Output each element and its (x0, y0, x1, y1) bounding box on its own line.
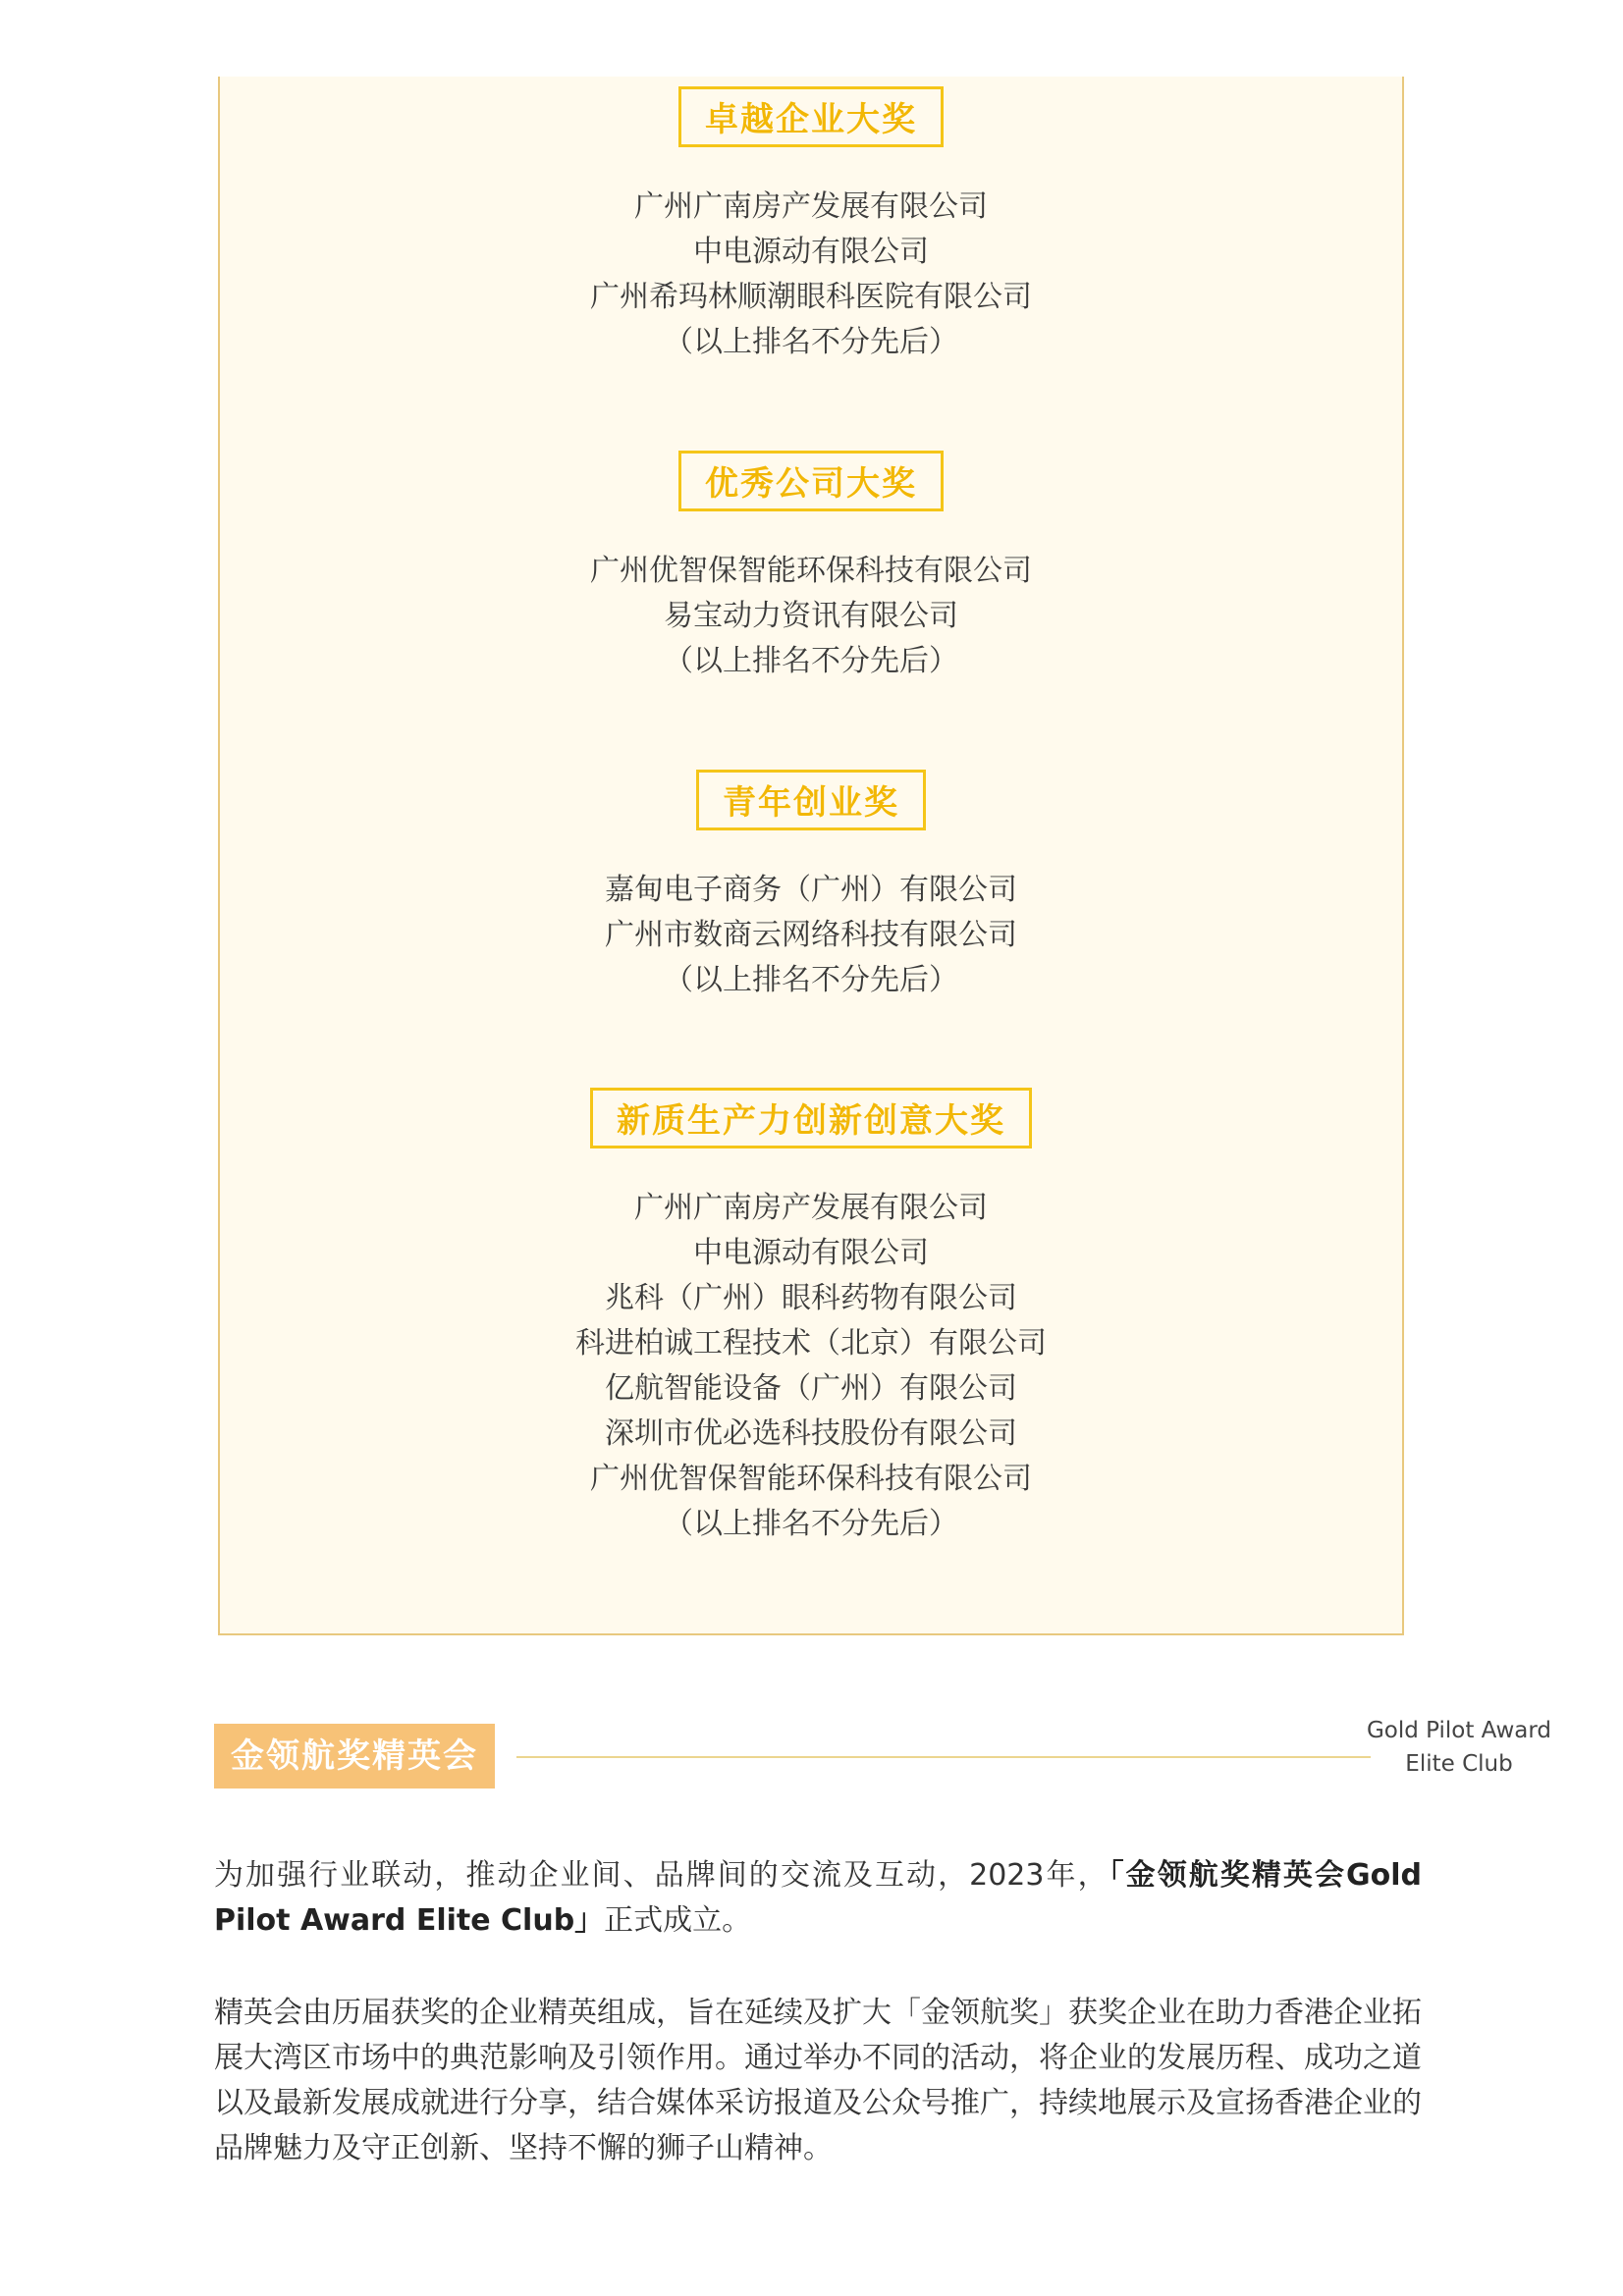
list-item: 广州希玛林顺潮眼科医院有限公司 (590, 280, 1032, 314)
club-name-highlight: 「金领航奖精英会Gold Pilot Award Elite Club」 (214, 1858, 1422, 1938)
award-title: 青年创业奖 (696, 770, 926, 830)
list-item: 嘉甸电子商务（广州）有限公司 (605, 873, 1017, 907)
section-english-line: Gold Pilot Award (1366, 1718, 1552, 1743)
list-item: 易宝动力资讯有限公司 (664, 599, 958, 633)
award-title: 优秀公司大奖 (678, 451, 944, 511)
list-item: 深圳市优必选科技股份有限公司 (605, 1416, 1017, 1451)
awards-panel (218, 77, 1404, 1635)
award-company-list (220, 868, 1402, 1003)
club-description-paragraph: 精英会由历届获奖的企业精英组成，旨在延续及扩大「金领航奖」获奖企业在助力香港企业拓展大湾区市场中的典范影响及引领作用。通过举办不同的活动，将企业的发展历程、成功之道以及最新发展成就进行分享，结合媒体采访报道及公众号推广，持续地展示及宣扬香港企业的品牌魅力及守正创新、坚持不懈的狮子山精神。 (214, 1996, 1422, 2165)
intro-paragraph (214, 1853, 1422, 1944)
award-company-list (220, 1186, 1402, 1547)
section-english-line: Elite Club (1405, 1751, 1513, 1777)
list-item: 中电源动有限公司 (693, 1236, 929, 1270)
award-youth-entrepreneurship (220, 770, 1402, 1003)
list-item: 广州优智保智能环保科技有限公司 (590, 1462, 1032, 1496)
award-title: 新质生产力创新创意大奖 (590, 1088, 1032, 1148)
list-item: 中电源动有限公司 (693, 235, 929, 269)
ranking-note: （以上排名不分先后） (664, 963, 958, 997)
award-company-list (220, 185, 1402, 365)
list-item: 广州优智保智能环保科技有限公司 (590, 554, 1032, 588)
intro-text: 为加强行业联动，推动企业间、品牌间的交流及互动，2023年， (214, 1858, 1109, 1893)
section-divider (516, 1756, 1371, 1758)
award-outstanding-company (220, 451, 1402, 684)
award-excellent-enterprise (220, 86, 1402, 365)
list-item: 亿航智能设备（广州）有限公司 (605, 1371, 1017, 1406)
award-title: 卓越企业大奖 (678, 86, 944, 147)
list-item: 科进柏诚工程技术（北京）有限公司 (575, 1326, 1047, 1361)
list-item: 广州市数商云网络科技有限公司 (605, 918, 1017, 952)
list-item: 广州广南房产发展有限公司 (634, 189, 988, 224)
club-section-header (214, 1718, 1552, 1789)
section-english-title (1361, 1714, 1557, 1781)
ranking-note: （以上排名不分先后） (664, 644, 958, 678)
section-title: 金领航奖精英会 (214, 1724, 495, 1789)
list-item: 广州广南房产发展有限公司 (634, 1191, 988, 1225)
intro-text-end: 正式成立。 (604, 1903, 752, 1938)
ranking-note: （以上排名不分先后） (664, 1507, 958, 1541)
award-new-productivity-innovation (220, 1088, 1402, 1547)
award-company-list (220, 549, 1402, 684)
list-item: 兆科（广州）眼科药物有限公司 (605, 1281, 1017, 1315)
ranking-note: （以上排名不分先后） (664, 325, 958, 359)
